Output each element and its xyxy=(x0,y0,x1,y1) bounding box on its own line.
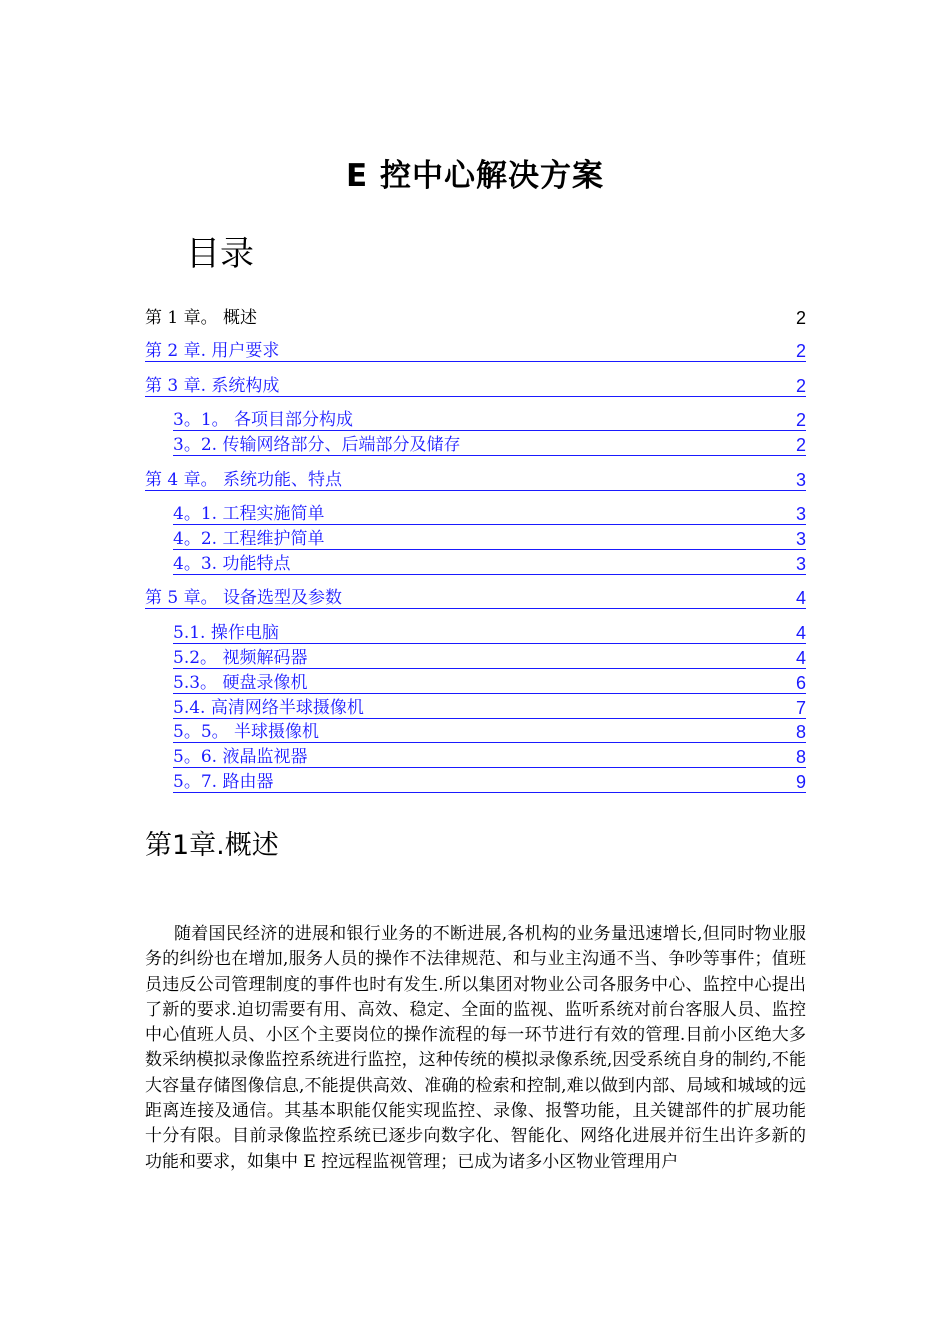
toc-entry-chapter-3[interactable] xyxy=(145,375,806,397)
toc-entry-label: 4。2. 工程维护简单 xyxy=(173,529,325,549)
toc-entry-page: 2 xyxy=(795,341,806,361)
toc-entry-5-1[interactable] xyxy=(173,622,806,644)
toc-entry-5-7[interactable] xyxy=(173,771,806,793)
toc-entry-page: 3 xyxy=(795,554,806,574)
toc-entry-5-5[interactable] xyxy=(173,721,806,743)
toc-entry-page: 3 xyxy=(795,529,806,549)
toc-entry-label: 5。5。 半球摄像机 xyxy=(173,722,320,742)
toc-entry-page: 6 xyxy=(795,673,806,693)
toc-entry-chapter-2[interactable] xyxy=(145,340,806,362)
toc-heading: 目录 xyxy=(186,234,254,274)
toc-entry-label: 4。3. 功能特点 xyxy=(173,554,291,574)
toc-entry-label: 5.1. 操作电脑 xyxy=(173,623,279,643)
toc-entry-label: 4。1. 工程实施简单 xyxy=(173,504,325,524)
chapter-1-heading: 第1章.概述 xyxy=(145,830,279,861)
toc-entry-label: 5。6. 液晶监视器 xyxy=(173,747,308,767)
toc-entry-label: 5.2。 视频解码器 xyxy=(173,648,308,668)
toc-entry-page: 2 xyxy=(795,376,806,396)
toc-entry-label: 3。2. 传输网络部分、后端部分及储存 xyxy=(173,435,461,455)
toc-entry-chapter-5[interactable] xyxy=(145,587,806,609)
toc-entry-4-1[interactable] xyxy=(173,503,806,525)
chapter-1-paragraph: 随着国民经济的进展和银行业务的不断进展,各机构的业务量迅速增长,但同时物业服务的纠纷也在增加,服务人员的操作不法律规范、和与业主沟通不当、争吵等事件；值班员违反公司管理制度的事件也时有发生.所以集团对物业公司各服务中心、监控中心提出了新的要求.迫切需要有用、高效、稳定、全面的监视、监听系统对前台客服人员、监控中心值班人员、小区个主要岗位的操作流程的每一环节进行有效的管理.目前小区绝大多数采纳模拟录像监控系统进行监控，这种传统的模拟录像系统,因受系统自身的制约,不能大容量存储图像信息,不能提供高效、准确的检索和控制,难以做到内部、局域和城域的远距离连接及通信。其基本职能仅能实现监控、录像、报警功能，且关键部件的扩展功能十分有限。目前录像监控系统已逐步向数字化、智能化、网络化进展并衍生出许多新的功能和要求，如集中 E 控远程监视管理；已成为诸多小区物业管理用户 xyxy=(145,924,806,1172)
toc-entry-chapter-1[interactable] xyxy=(145,306,806,328)
document-title: E 控中心解决方案 xyxy=(346,158,604,194)
toc-entry-page: 3 xyxy=(795,470,806,490)
toc-entry-label: 第 2 章. 用户要求 xyxy=(145,341,280,361)
toc-entry-page: 4 xyxy=(795,623,806,643)
toc-entry-page: 4 xyxy=(795,588,806,608)
toc-entry-chapter-4[interactable] xyxy=(145,469,806,491)
toc-entry-3-2[interactable] xyxy=(173,434,806,456)
toc-entry-page: 7 xyxy=(795,698,806,718)
toc-entry-page: 4 xyxy=(795,648,806,668)
toc-entry-label: 5.4. 高清网络半球摄像机 xyxy=(173,698,364,718)
toc-entry-5-2[interactable] xyxy=(173,647,806,669)
toc-entry-5-4[interactable] xyxy=(173,697,806,719)
toc-entry-4-2[interactable] xyxy=(173,528,806,550)
toc-entry-4-3[interactable] xyxy=(173,553,806,575)
toc-entry-label: 第 3 章. 系统构成 xyxy=(145,376,280,396)
toc-entry-5-6[interactable] xyxy=(173,746,806,768)
toc-entry-label: 3。1。 各项目部分构成 xyxy=(173,410,354,430)
toc-entry-label: 第 1 章。 概述 xyxy=(145,308,258,328)
toc-entry-label: 5。7. 路由器 xyxy=(173,772,274,792)
toc-entry-page: 3 xyxy=(795,504,806,524)
toc-entry-page: 2 xyxy=(795,435,806,455)
toc-entry-page: 8 xyxy=(795,722,806,742)
toc-entry-3-1[interactable] xyxy=(173,409,806,431)
toc-entry-page: 8 xyxy=(795,747,806,767)
toc-entry-label: 第 5 章。 设备选型及参数 xyxy=(145,588,343,608)
toc-entry-page: 9 xyxy=(795,772,806,792)
toc-entry-page: 2 xyxy=(795,410,806,430)
toc-entry-page: 2 xyxy=(795,308,806,328)
toc-entry-label: 第 4 章。 系统功能、特点 xyxy=(145,470,343,490)
toc-entry-label: 5.3。 硬盘录像机 xyxy=(173,673,308,693)
toc-entry-5-3[interactable] xyxy=(173,672,806,694)
